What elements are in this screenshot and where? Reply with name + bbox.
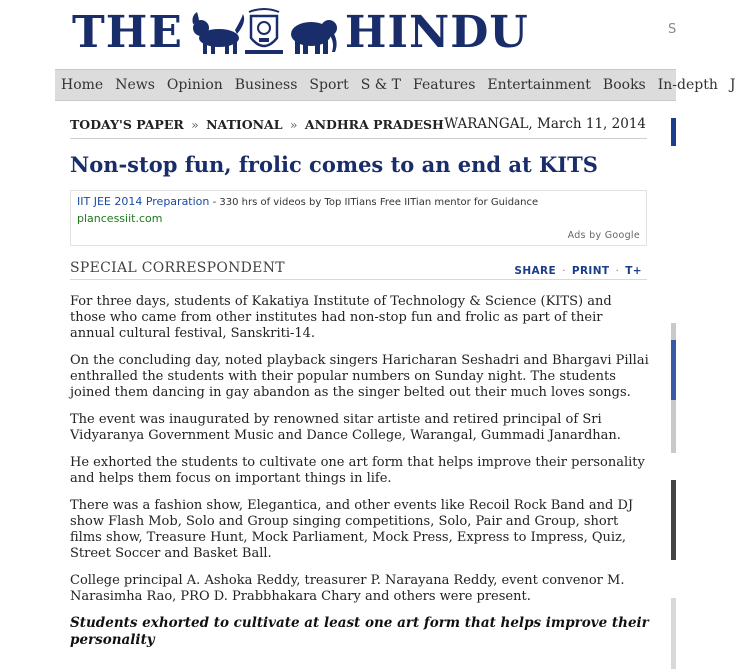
ad-line — [77, 195, 538, 208]
google-ad[interactable] — [70, 190, 647, 246]
article-body — [70, 294, 650, 659]
emblem-icon — [189, 8, 339, 58]
share-toolbar — [514, 265, 642, 277]
sidebar-fragment — [671, 480, 676, 560]
breadcrumb-national[interactable]: NATIONAL — [206, 117, 283, 132]
nav-item-entertainment[interactable]: Entertainment — [487, 77, 591, 93]
nav-item-business[interactable]: Business — [234, 77, 298, 93]
article-paragraph: The event was inaugurated by renowned sitar artiste and retired principal of Sri Vidyaranya Government Music and Dance College, Warangal, Gummadi Janardhan. — [70, 412, 621, 443]
nav-item-sport[interactable]: Sport — [309, 77, 349, 93]
text-size-button[interactable]: T+ — [625, 265, 642, 277]
toolbar-separator: · — [562, 265, 566, 277]
article-paragraph: College principal A. Ashoka Reddy, treasurer P. Narayana Reddy, event convenor M. Narasimha Rao, PRO D. Prabbhakara Chary and others were present. — [70, 573, 625, 604]
article-paragraph: He exhorted the students to cultivate one art form that helps improve their personality and helps them focus on important things in life. — [70, 455, 645, 486]
nav-item-truncated[interactable]: J — [729, 77, 736, 93]
ad-separator: - — [209, 197, 220, 208]
main-nav — [55, 69, 736, 101]
ad-description: 330 hrs of videos by Top IITians Free IITian mentor for Guidance — [219, 197, 539, 208]
nav-item-features[interactable]: Features — [413, 77, 476, 93]
ad-title-link[interactable]: IIT JEE 2014 Preparation — [77, 195, 210, 208]
article-paragraph: On the concluding day, noted playback singers Haricharan Seshadri and Bhargavi Pillai enthralled the students with their popular numbers on Sunday night. The students joined them dancing in gay abandon as the singer belted out their much loves songs. — [70, 353, 649, 400]
print-button[interactable]: PRINT — [571, 265, 610, 277]
logo-word-left: THE — [72, 7, 183, 58]
article-highlight: Students exhorted to cultivate at least one art form that helps improve their personality — [70, 615, 649, 648]
ad-url-link[interactable]: plancessiit.com — [77, 212, 163, 225]
toolbar-separator: · — [615, 265, 620, 277]
share-button[interactable]: SHARE — [514, 265, 557, 277]
nav-item-books[interactable]: Books — [602, 77, 646, 93]
nav-item-opinion[interactable]: Opinion — [166, 77, 223, 93]
sidebar-fragment — [671, 118, 676, 146]
logo-word-right: HINDU — [344, 7, 529, 58]
dateline: WARANGAL, March 11, 2014 — [444, 116, 646, 132]
breadcrumb-separator: » — [191, 117, 199, 132]
masthead — [0, 0, 676, 68]
divider — [70, 138, 647, 139]
byline: SPECIAL CORRESPONDENT — [70, 260, 285, 276]
the-hindu-logo[interactable] — [72, 8, 529, 58]
nav-item-news[interactable]: News — [115, 77, 155, 93]
nav-item-home[interactable]: Home — [61, 77, 104, 93]
article-paragraph: There was a fashion show, Elegantica, and other events like Recoil Rock Band and DJ show Flash Mob, Solo and Group singing competitions, Solo, Pair and Group, short films show, Treasure Hunt, Mock Parliament, Mock Press, Express to Impress, Quiz, Street Soccer and Basket Ball. — [70, 498, 634, 561]
breadcrumb-andhra-pradesh[interactable]: ANDHRA PRADESH — [304, 117, 444, 132]
breadcrumb — [70, 117, 444, 132]
divider — [70, 279, 647, 280]
sidebar-fragment — [671, 340, 676, 400]
right-sidebar-edge — [671, 118, 676, 669]
nav-item-in-depth[interactable]: In-depth — [657, 77, 718, 93]
article-paragraph: For three days, students of Kakatiya Institute of Technology & Science (KITS) and those who came from other institutes had non-stop fun and frolic as part of their annual cultural festival, Sanskriti-14. — [70, 294, 612, 341]
nav-item-s-and-t[interactable]: S & T — [360, 77, 402, 93]
top-right-link[interactable]: S — [668, 22, 677, 37]
ads-by-google-link[interactable]: Ads by Google — [567, 230, 640, 241]
article-headline: Non-stop fun, frolic comes to an end at KITS — [70, 152, 598, 177]
breadcrumb-separator: » — [289, 117, 298, 132]
sidebar-fragment — [671, 598, 676, 669]
breadcrumb-todays-paper[interactable]: TODAY'S PAPER — [70, 117, 184, 132]
